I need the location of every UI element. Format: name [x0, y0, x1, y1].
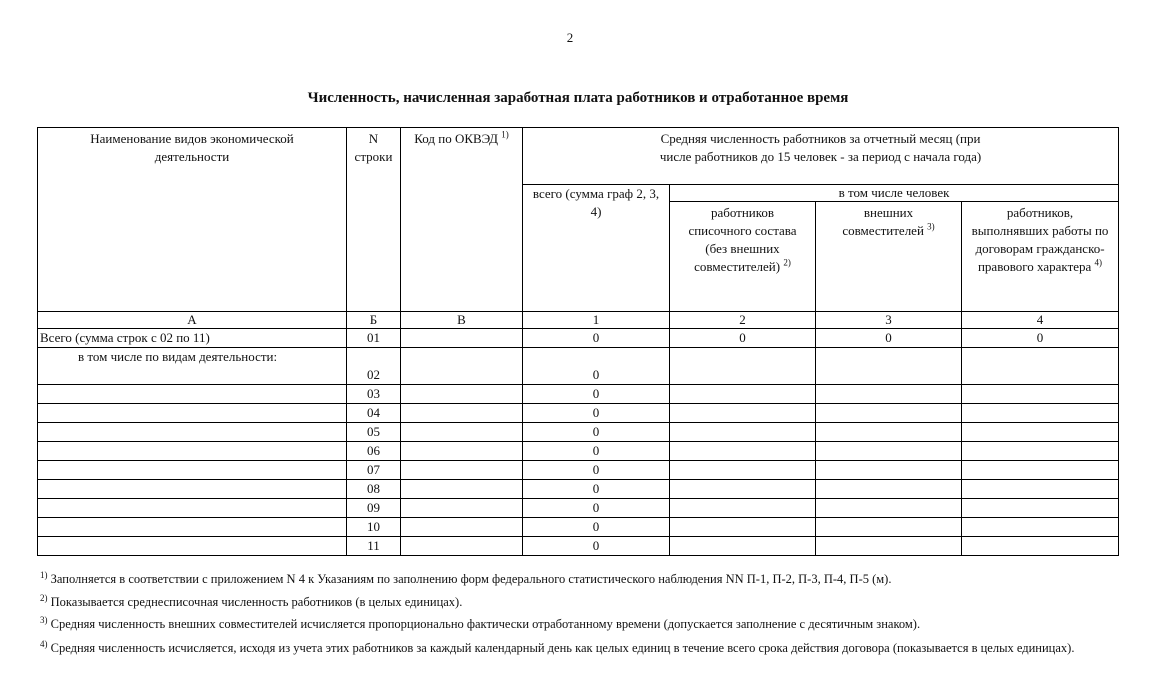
row-label[interactable] [38, 537, 347, 556]
table-row [38, 385, 1119, 404]
footnote-mark: 3) [40, 614, 48, 625]
cell-list-staff[interactable] [670, 499, 816, 518]
cell-total[interactable]: 0 [523, 423, 670, 442]
row-label-including: в том числе по видам деятельности: [38, 348, 347, 385]
table-row [38, 423, 1119, 442]
okved-code-cell[interactable] [401, 442, 523, 461]
footnote [40, 639, 1140, 657]
cell-civil-contract[interactable] [962, 385, 1119, 404]
table-row-total [38, 329, 1119, 348]
cell-civil-contract[interactable]: 0 [962, 329, 1119, 348]
cell-total[interactable]: 0 [523, 385, 670, 404]
header-civil-contract-label: работников, выполнявших работы по договорам гражданско-правового характера [971, 205, 1109, 274]
okved-code-cell[interactable] [401, 329, 523, 348]
row-label[interactable] [38, 480, 347, 499]
row-label[interactable] [38, 499, 347, 518]
okved-code-cell[interactable] [401, 480, 523, 499]
col-letter: 3 [816, 312, 962, 329]
cell-civil-contract[interactable] [962, 480, 1119, 499]
cell-civil-contract[interactable] [962, 423, 1119, 442]
cell-list-staff[interactable] [670, 537, 816, 556]
header-okved-label: Код по ОКВЭД [414, 131, 499, 146]
employees-table [37, 127, 1119, 556]
footnote [40, 570, 1140, 588]
cell-total[interactable]: 0 [523, 480, 670, 499]
cell-external[interactable] [816, 385, 962, 404]
row-number: 10 [347, 518, 401, 537]
row-number: 01 [347, 329, 401, 348]
row-label[interactable] [38, 461, 347, 480]
cell-list-staff[interactable] [670, 385, 816, 404]
header-activity-name: Наименование видов экономической деятельности [38, 128, 347, 312]
row-number: 04 [347, 404, 401, 423]
cell-external[interactable] [816, 442, 962, 461]
okved-code-cell[interactable] [401, 499, 523, 518]
header-including: в том числе человек [670, 185, 1119, 202]
row-label[interactable] [38, 385, 347, 404]
table-row [38, 537, 1119, 556]
row-label[interactable] [38, 442, 347, 461]
okved-code-cell[interactable] [401, 385, 523, 404]
header-external-label: внешних совместителей [842, 205, 924, 238]
table-row [38, 518, 1119, 537]
cell-total[interactable]: 0 [523, 461, 670, 480]
okved-code-cell[interactable] [401, 518, 523, 537]
cell-list-staff[interactable] [670, 480, 816, 499]
cell-list-staff[interactable]: 0 [670, 329, 816, 348]
footnote-ref-2: 2) [783, 257, 791, 268]
cell-list-staff[interactable] [670, 461, 816, 480]
footnote-ref-4: 4) [1094, 257, 1103, 268]
table-row [38, 499, 1119, 518]
row-number: 07 [347, 461, 401, 480]
row-number: 08 [347, 480, 401, 499]
footnote-text: Заполняется в соответствии с приложением N 4 к Указаниям по заполнению форм федерального статистического наблюдения NN П-1, П-2, П-3, П-4, П-5 (м). [50, 572, 892, 586]
okved-code-cell[interactable] [401, 423, 523, 442]
row-label: Всего (сумма строк с 02 по 11) [38, 329, 347, 348]
header-average-headcount: Средняя численность работников за отчетный месяц (при числе работников до 15 человек - за период с начала года) [523, 128, 1119, 185]
col-letter: В [401, 312, 523, 329]
table-row [38, 404, 1119, 423]
cell-list-staff[interactable] [670, 442, 816, 461]
row-number: 11 [347, 537, 401, 556]
cell-external[interactable] [816, 518, 962, 537]
table-row [38, 461, 1119, 480]
cell-civil-contract[interactable] [962, 442, 1119, 461]
row-number: 05 [347, 423, 401, 442]
row-number: 03 [347, 385, 401, 404]
cell-civil-contract[interactable] [962, 537, 1119, 556]
header-list-staff-label: работников списочного состава (без внешних совместителей) [688, 205, 797, 274]
cell-external[interactable] [816, 480, 962, 499]
col-letter: 4 [962, 312, 1119, 329]
header-row-number: N строки [347, 128, 401, 312]
footnote-mark: 1) [40, 569, 48, 580]
cell-list-staff[interactable] [670, 518, 816, 537]
header-list-staff [670, 202, 816, 312]
cell-total[interactable]: 0 [523, 499, 670, 518]
cell-civil-contract[interactable] [962, 499, 1119, 518]
page-number: 2 [566, 30, 574, 45]
footnote-text: Показывается среднесписочная численность работников (в целых единицах). [50, 595, 463, 609]
row-number: 02 [347, 348, 401, 385]
cell-external[interactable] [816, 423, 962, 442]
header-okved-code [401, 128, 523, 312]
footnote [40, 615, 1140, 633]
cell-list-staff[interactable] [670, 404, 816, 423]
cell-total[interactable]: 0 [523, 537, 670, 556]
okved-code-cell[interactable] [401, 404, 523, 423]
footnote-ref-3: 3) [927, 221, 935, 232]
okved-code-cell[interactable] [401, 348, 523, 385]
footnote-text: Средняя численность исчисляется, исходя из учета этих работников за каждый календарный день как целых единиц в течение всего срока действия договора (показывается в целых единицах). [50, 641, 1075, 655]
cell-civil-contract[interactable] [962, 461, 1119, 480]
footnote-text: Средняя численность внешних совместителей исчисляется пропорционально фактически отработанному времени (допускается заполнение с десятичным знаком). [50, 617, 921, 631]
cell-total[interactable]: 0 [523, 404, 670, 423]
cell-civil-contract[interactable] [962, 404, 1119, 423]
table-row [38, 348, 1119, 385]
cell-external[interactable] [816, 348, 962, 385]
cell-external[interactable] [816, 499, 962, 518]
cell-external[interactable] [816, 537, 962, 556]
cell-civil-contract[interactable] [962, 348, 1119, 385]
cell-list-staff[interactable] [670, 348, 816, 385]
table-row [38, 480, 1119, 499]
okved-code-cell[interactable] [401, 461, 523, 480]
row-label[interactable] [38, 404, 347, 423]
row-label[interactable] [38, 518, 347, 537]
row-number: 06 [347, 442, 401, 461]
cell-total[interactable]: 0 [523, 442, 670, 461]
cell-external[interactable] [816, 461, 962, 480]
row-label[interactable] [38, 423, 347, 442]
col-letter: 1 [523, 312, 670, 329]
footnote-ref-1: 1) [501, 129, 509, 140]
cell-total[interactable]: 0 [523, 518, 670, 537]
cell-total[interactable]: 0 [523, 329, 670, 348]
col-letter: А [38, 312, 347, 329]
table-row [38, 442, 1119, 461]
header-external [816, 202, 962, 312]
col-letter: Б [347, 312, 401, 329]
cell-civil-contract[interactable] [962, 518, 1119, 537]
footnote [40, 593, 1140, 611]
okved-code-cell[interactable] [401, 537, 523, 556]
cell-total[interactable]: 0 [523, 348, 670, 385]
form-title: Численность, начисленная заработная плата работников и отработанное время [307, 90, 849, 106]
footnote-mark: 4) [40, 638, 48, 649]
cell-external[interactable] [816, 404, 962, 423]
cell-list-staff[interactable] [670, 423, 816, 442]
row-number: 09 [347, 499, 401, 518]
header-civil-contract [962, 202, 1119, 312]
header-total: всего (сумма граф 2, 3, 4) [523, 185, 670, 312]
cell-external[interactable]: 0 [816, 329, 962, 348]
footnote-mark: 2) [40, 592, 48, 603]
col-letter: 2 [670, 312, 816, 329]
